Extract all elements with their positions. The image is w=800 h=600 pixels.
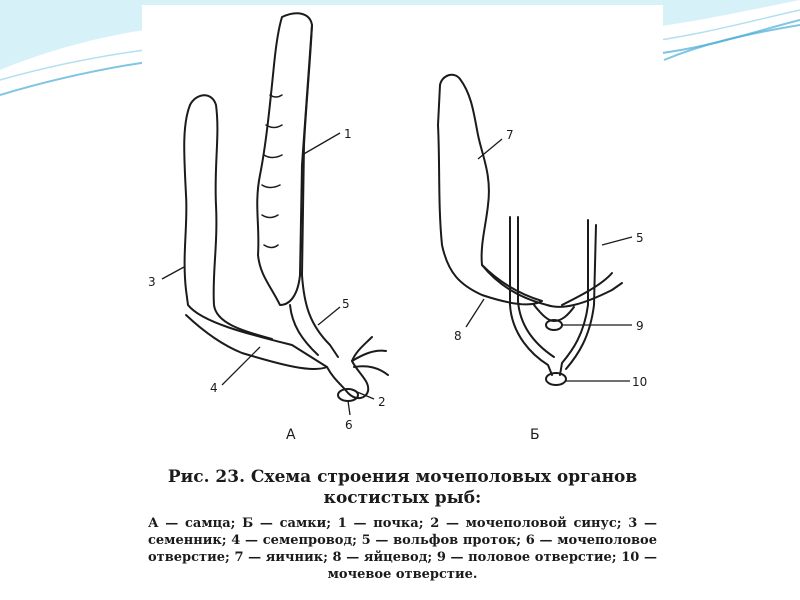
leader-lines bbox=[162, 133, 632, 415]
panel-b-female bbox=[438, 75, 622, 385]
panel-a-male bbox=[184, 13, 388, 401]
panel-b-label: Б bbox=[530, 427, 540, 443]
ovary-shape bbox=[438, 75, 542, 305]
caption-legend: А — самца; Б — самки; 1 — почка; 2 — мочеполовой синус; 3 — семенник; 4 — семепровод; 5 — вольфов проток; 6 — мочеполовое отверстие; 7 — яичник; 8 — яйцевод; 9 — половое отверстие; 10 — мочевое отверстие. bbox=[148, 516, 657, 582]
label-7: 7 bbox=[506, 128, 514, 142]
figure-card bbox=[142, 5, 663, 600]
label-10: 10 bbox=[632, 375, 648, 389]
testis-shape bbox=[184, 105, 327, 369]
urogenital-diagram bbox=[142, 5, 663, 465]
label-8: 8 bbox=[454, 329, 462, 343]
label-3: 3 bbox=[148, 275, 156, 289]
label-2: 2 bbox=[378, 395, 386, 409]
label-1: 1 bbox=[344, 127, 352, 141]
label-5: 5 bbox=[342, 297, 350, 311]
caption-title-line1: Рис. 23. Схема строения мочеполовых органов bbox=[167, 467, 638, 487]
panel-a-label: А bbox=[286, 427, 296, 443]
label-6: 6 bbox=[345, 418, 353, 432]
label-5b: 5 bbox=[636, 231, 644, 245]
urinary-opening bbox=[546, 373, 566, 385]
figure-caption bbox=[142, 467, 663, 583]
caption-title-line2: костистых рыб: bbox=[323, 488, 482, 508]
label-9: 9 bbox=[636, 319, 644, 333]
label-4: 4 bbox=[210, 381, 218, 395]
